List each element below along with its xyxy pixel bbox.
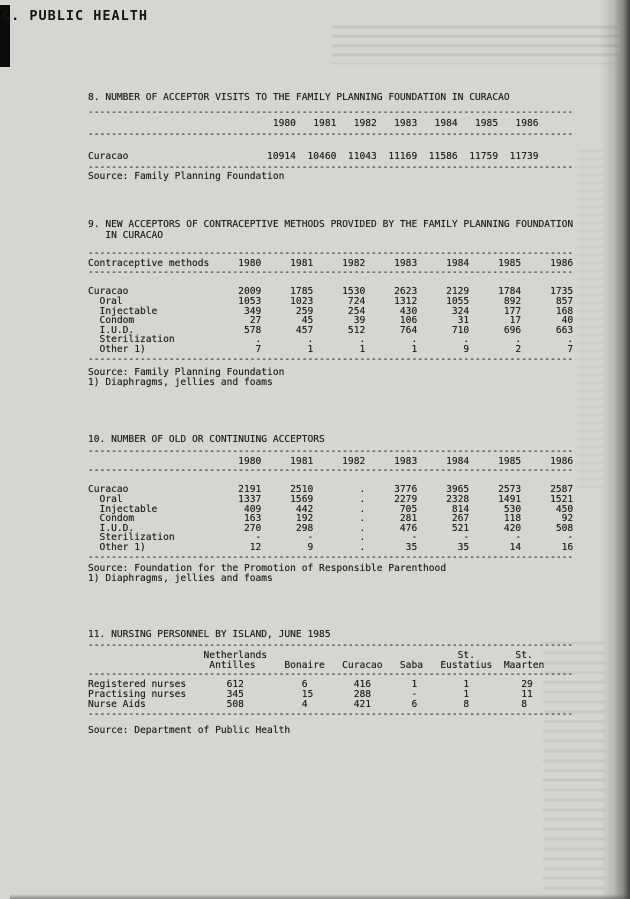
- dashed-rule: ------------------------------------------------------------------------------------: [88, 129, 574, 140]
- table-row: Oral 1053 1023 724 1312 1055 892 857: [88, 295, 574, 307]
- table-title: [88, 629, 331, 640]
- dashed-rule: ------------------------------------------------------------------------------------: [88, 551, 574, 563]
- table-source: [88, 564, 446, 585]
- source-line: 1) Diaphragms, jellies and foams: [88, 377, 273, 389]
- table-row: Sterilization - - . - - - -: [88, 532, 574, 544]
- scan-artifact-showthrough-top: [332, 26, 618, 64]
- table-title-line: 8. NUMBER OF ACCEPTOR VISITS TO THE FAMILY PLANNING FOUNDATION IN CURACAO: [88, 92, 510, 103]
- dashed-rule: ------------------------------------------------------------------------------------: [88, 708, 574, 720]
- table-source: [88, 726, 290, 736]
- table-row: Registered nurses 612 6 416 1 1 29: [88, 679, 556, 691]
- table-row: Nurse Aids 508 4 421 6 8 8: [88, 698, 556, 710]
- dashed-rule: ------------------------------------------------------------------------------------: [88, 248, 574, 259]
- table-row: I.U.D. 270 298 . 476 521 420 508: [88, 522, 574, 534]
- table-row: Curacao 2191 2510 . 3776 3965 2573 2587: [88, 484, 574, 496]
- column-header-row: Contraceptive methods 1980 1981 1982 1983 1984 1985 1986: [88, 257, 574, 269]
- column-header-row: 1980 1981 1982 1983 1984 1985 1986: [88, 455, 574, 467]
- table-title: [88, 92, 510, 103]
- table-row: Curacao 2009 1785 1530 2623 2129 1784 1735: [88, 286, 574, 298]
- table-title-line: 9. NEW ACCEPTORS OF CONTRACEPTIVE METHODS PROVIDED BY THE FAMILY PLANNING FOUNDATION: [88, 219, 574, 230]
- table-body: [88, 249, 573, 364]
- scan-artifact-binding-shadow: [600, 0, 630, 899]
- source-line: Source: Department of Public Health: [88, 725, 291, 736]
- table-body: [88, 447, 573, 562]
- table-title-line: IN CURACAO: [88, 229, 164, 241]
- column-header-row: Antilles Bonaire Curacao Saba Eustatius Maarten: [88, 659, 556, 671]
- table-row: Curacao 10914 10460 11043 11169 11586 11759 11739: [88, 151, 539, 162]
- table-row: Oral 1337 1569 . 2279 2328 1491 1521: [88, 493, 574, 505]
- source-line: 1) Diaphragms, jellies and foams: [88, 573, 273, 585]
- table-row: Injectable 349 259 254 430 324 177 168: [88, 305, 574, 317]
- dashed-rule: ------------------------------------------------------------------------------------: [88, 353, 574, 365]
- column-header-row: Netherlands St. St.: [88, 649, 556, 661]
- dashed-rule: ------------------------------------------------------------------------------------: [88, 465, 574, 477]
- table-row: Other 1) 12 9 . 35 35 14 16: [88, 541, 574, 553]
- scan-artifact-bottom-edge: [10, 894, 630, 899]
- table-row: Sterilization . . . . . . .: [88, 334, 574, 346]
- table-row: Other 1) 7 1 1 1 9 2 7: [88, 343, 574, 355]
- table-title: [88, 434, 325, 445]
- column-header-row: 1980 1981 1982 1983 1984 1985 1986: [88, 118, 539, 129]
- dashed-rule: ------------------------------------------------------------------------------------: [88, 669, 574, 681]
- page-title: C. PUBLIC HEALTH: [2, 8, 149, 24]
- source-line: Source: Family Planning Foundation: [88, 367, 285, 378]
- table-row: Practising nurses 345 15 288 - 1 11: [88, 688, 556, 700]
- table-body: [88, 107, 573, 173]
- spacer-row: [88, 140, 573, 151]
- table-row: Injectable 409 442 . 705 814 530 450: [88, 503, 574, 515]
- table-source: [88, 172, 284, 182]
- table-row: Condom 27 45 39 106 31 17 40: [88, 315, 574, 327]
- dashed-rule: ------------------------------------------------------------------------------------: [88, 640, 574, 651]
- dashed-rule: ------------------------------------------------------------------------------------: [88, 267, 574, 279]
- table-source: [88, 368, 284, 389]
- source-line: Source: Family Planning Foundation: [88, 171, 285, 182]
- dashed-rule: ------------------------------------------------------------------------------------: [88, 162, 574, 173]
- dashed-rule: ------------------------------------------------------------------------------------: [88, 107, 574, 118]
- table-title-line: 11. NURSING PERSONNEL BY ISLAND, JUNE 1985: [88, 629, 331, 640]
- table-body: [88, 641, 573, 719]
- source-line: Source: Foundation for the Promotion of Responsible Parenthood: [88, 563, 447, 574]
- table-row: I.U.D. 578 457 512 764 710 696 663: [88, 324, 574, 336]
- table-title-line: 10. NUMBER OF OLD OR CONTINUING ACCEPTORS: [88, 434, 325, 445]
- dashed-rule: ------------------------------------------------------------------------------------: [88, 446, 574, 457]
- table-row: Condom 163 192 . 281 267 118 92: [88, 513, 574, 525]
- table-title: [88, 220, 573, 242]
